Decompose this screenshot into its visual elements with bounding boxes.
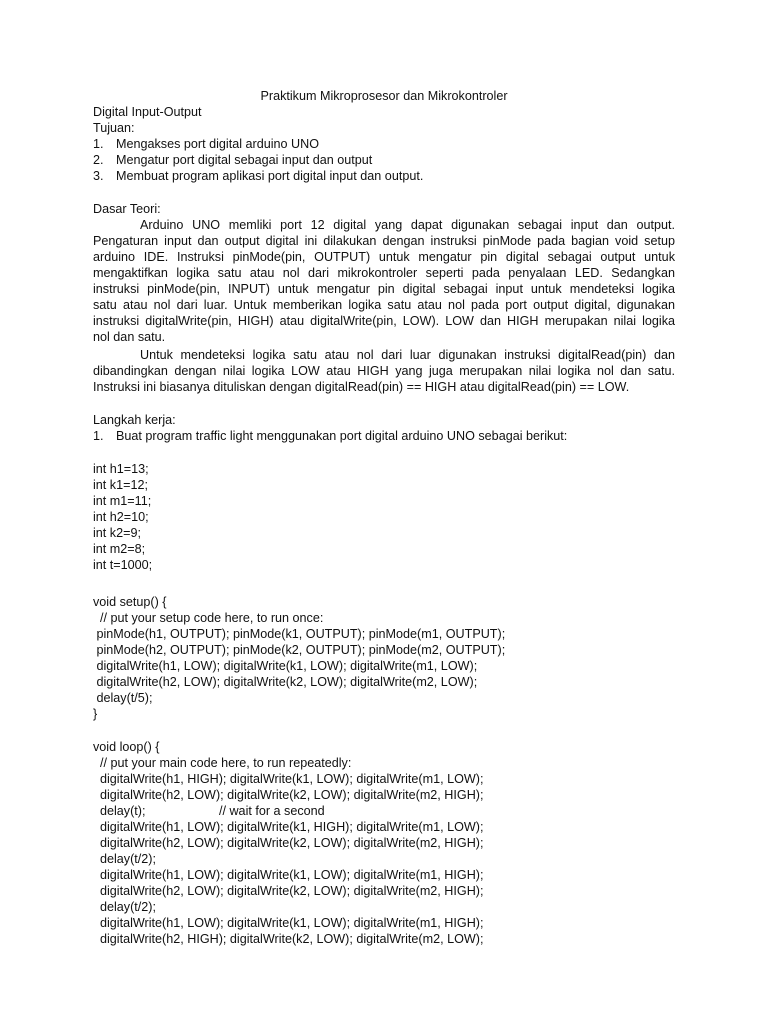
doc-title: Praktikum Mikroprosesor dan Mikrokontroler <box>260 89 508 103</box>
code-line: digitalWrite(h1, LOW); digitalWrite(k1, LOW); digitalWrite(m1, LOW); <box>93 659 478 673</box>
paragraph-line: satu atau nol dari luar. Untuk memberikan logika satu atau nol pada port output digital, digunakan <box>93 298 675 312</box>
paragraph-line: Arduino UNO memliki port 12 digital yang dapat digunakan sebagai input dan output. <box>140 218 675 232</box>
doc-subtitle: Digital Input-Output <box>93 105 202 119</box>
code-line: int t=1000; <box>93 558 153 572</box>
code-line: int k1=12; <box>93 478 148 492</box>
code-line: int k2=9; <box>93 526 141 540</box>
dasar-label: Dasar Teori: <box>93 202 161 216</box>
paragraph-line: arduino IDE. Instruksi pinMode(pin, OUTPUT) untuk mengatur pin digital sebagai output untuk <box>93 250 675 264</box>
paragraph-line: instruksi pinMode(pin, INPUT) untuk mengatur pin digital sebagai input untuk mendeteksi logika <box>93 282 675 296</box>
code-line: int m1=11; <box>93 494 152 508</box>
paragraph-line: Untuk mendeteksi logika satu atau nol dari luar digunakan instruksi digitalRead(pin) dan <box>140 348 675 362</box>
code-line: // put your main code here, to run repeatedly: <box>93 756 352 770</box>
tujuan-item: 3. Membuat program aplikasi port digital input dan output. <box>93 169 424 183</box>
code-line: digitalWrite(h2, LOW); digitalWrite(k2, LOW); digitalWrite(m2, HIGH); <box>93 788 484 802</box>
code-line: int h1=13; <box>93 462 149 476</box>
paragraph-line: mengaktifkan logika satu atau nol dari mikrokontroler seperti pada penyalaan LED. Sedangkan <box>93 266 675 280</box>
code-line: digitalWrite(h2, HIGH); digitalWrite(k2, LOW); digitalWrite(m2, LOW); <box>93 932 484 946</box>
langkah-item: 1. Buat program traffic light menggunakan port digital arduino UNO sebagai berikut: <box>93 429 568 443</box>
code-line: digitalWrite(h1, LOW); digitalWrite(k1, LOW); digitalWrite(m1, HIGH); <box>93 916 484 930</box>
paragraph-line: Pengaturan input dan output digital ini dilakukan dengan instruksi pinMode pada bagian void setup <box>93 234 675 248</box>
code-line: pinMode(h2, OUTPUT); pinMode(k2, OUTPUT); pinMode(m2, OUTPUT); <box>93 643 506 657</box>
code-line: void setup() { <box>93 595 167 609</box>
code-line: void loop() { <box>93 740 160 754</box>
code-line: int m2=8; <box>93 542 146 556</box>
code-line: delay(t/2); <box>93 900 156 914</box>
code-line: digitalWrite(h1, LOW); digitalWrite(k1, LOW); digitalWrite(m1, HIGH); <box>93 868 484 882</box>
code-line: int h2=10; <box>93 510 149 524</box>
paragraph-line: Instruksi ini biasanya dituliskan dengan digitalRead(pin) == HIGH atau digitalRead(pin) == LOW. <box>93 380 630 394</box>
tujuan-label: Tujuan: <box>93 121 135 135</box>
code-line: digitalWrite(h1, LOW); digitalWrite(k1, HIGH); digitalWrite(m1, LOW); <box>93 820 484 834</box>
paragraph-line: instruksi digitalWrite(pin, HIGH) atau digitalWrite(pin, LOW). LOW dan HIGH merupakan nilai logika <box>93 314 675 328</box>
tujuan-item: 1. Mengakses port digital arduino UNO <box>93 137 320 151</box>
code-line: digitalWrite(h2, LOW); digitalWrite(k2, LOW); digitalWrite(m2, HIGH); <box>93 836 484 850</box>
paragraph-line: nol dan satu. <box>93 330 166 344</box>
code-line: pinMode(h1, OUTPUT); pinMode(k1, OUTPUT); pinMode(m1, OUTPUT); <box>93 627 506 641</box>
code-line: delay(t/5); <box>93 691 153 705</box>
code-line: digitalWrite(h1, HIGH); digitalWrite(k1, LOW); digitalWrite(m1, LOW); <box>93 772 484 786</box>
code-line: digitalWrite(h2, LOW); digitalWrite(k2, LOW); digitalWrite(m2, HIGH); <box>93 884 484 898</box>
code-line: delay(t); // wait for a second <box>93 804 325 818</box>
code-line: } <box>93 707 98 721</box>
code-line: digitalWrite(h2, LOW); digitalWrite(k2, LOW); digitalWrite(m2, LOW); <box>93 675 478 689</box>
paragraph-line: dibandingkan dengan nilai logika LOW atau HIGH yang juga merupakan nilai logika nol dan satu. <box>93 364 675 378</box>
code-line: delay(t/2); <box>93 852 156 866</box>
langkah-label: Langkah kerja: <box>93 413 176 427</box>
tujuan-item: 2. Mengatur port digital sebagai input dan output <box>93 153 373 167</box>
code-line: // put your setup code here, to run once: <box>93 611 324 625</box>
